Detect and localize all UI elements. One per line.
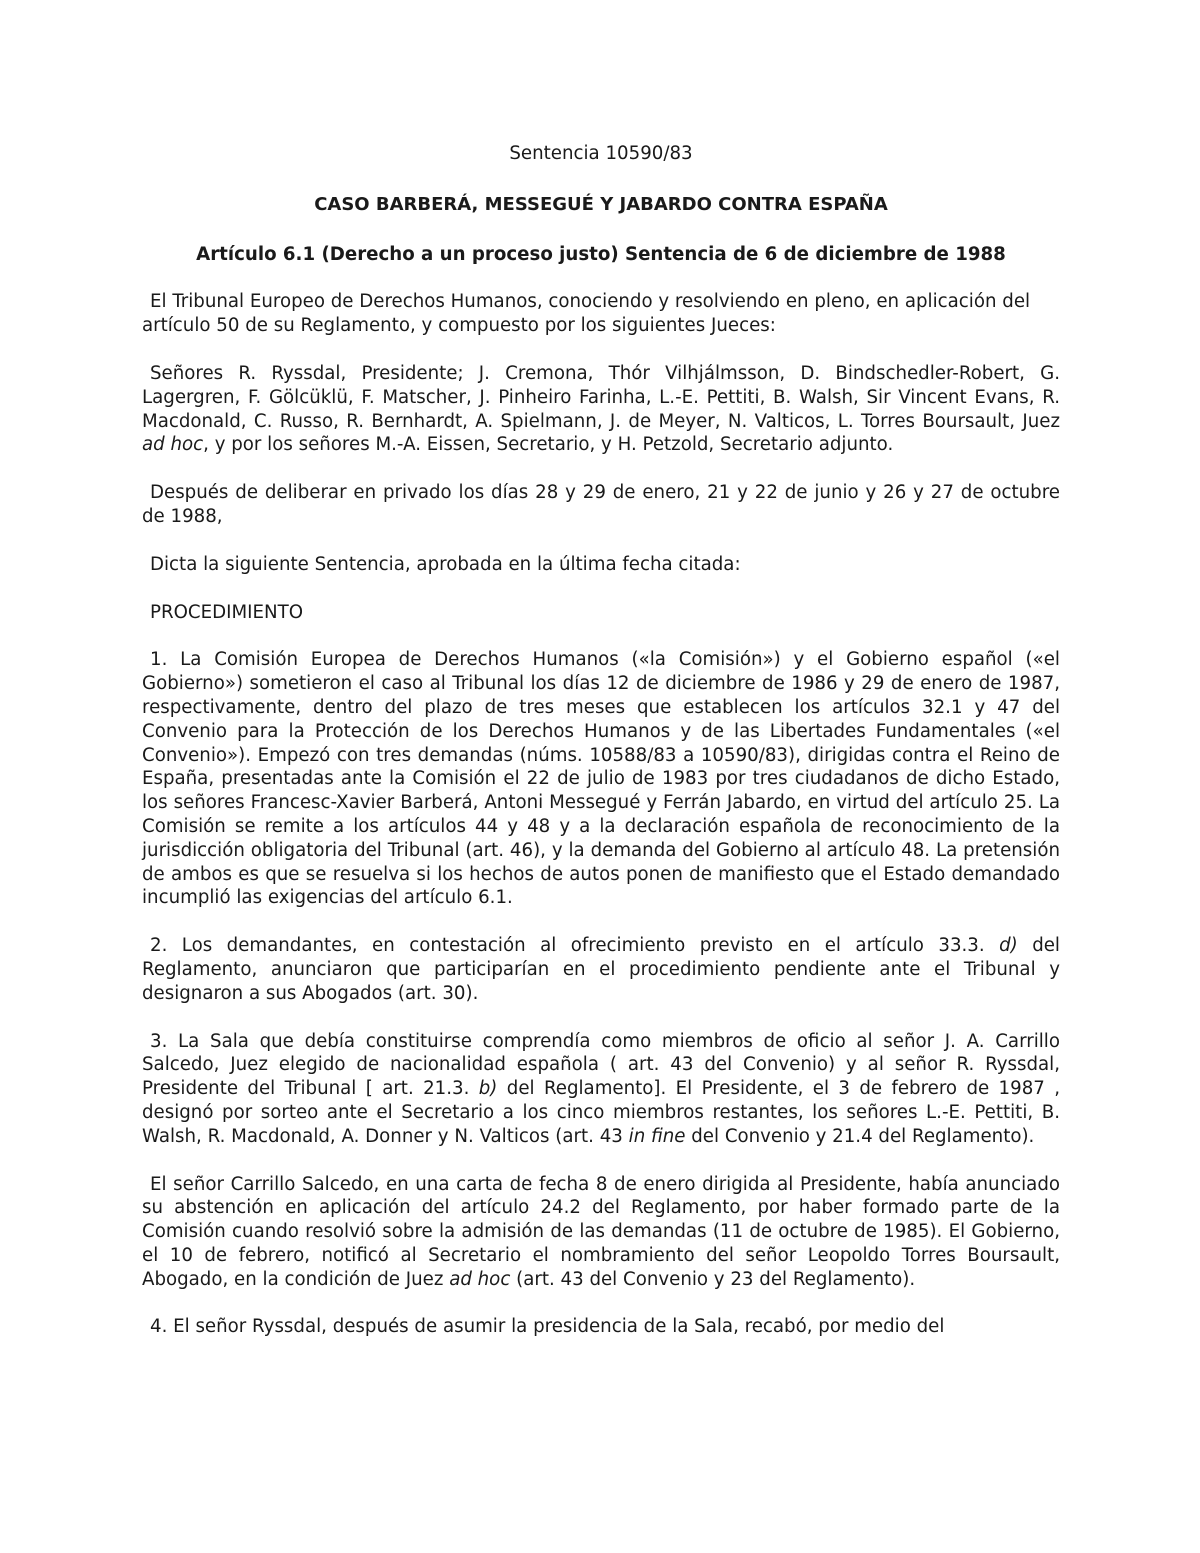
article-title: Artículo 6.1 (Derecho a un proceso justo) Sentencia de 6 de diciembre de 1988 [196,243,1006,265]
paragraph-3b-text-end: (art. 43 del Convenio y 23 del Reglamento). [510,1268,916,1290]
paragraph-2-emphasis: d) [999,935,1018,957]
judges-emphasis: ad hoc [142,434,204,456]
judges-text: Señores R. Ryssdal, Presidente; J. Cremona, Thór Vilhjálmsson, D. Bindschedler-Robert, G. Lagergren, F. Gölcüklü, F. Matscher, J. Pinheiro Farinha, L.-E. Pettiti, B. Walsh, Sir Vincent Evans, R. Macdonald, C. Russo, R. Bernhardt, A. Spielmann, J. de Meyer, N. Valticos, L. Torres Boursault, Juez [142,362,1060,432]
paragraph-3-text-end: del Convenio y 21.4 del Reglamento). [685,1125,1035,1147]
paragraph-1: 1. La Comisión Europea de Derechos Humanos («la Comisión») y el Gobierno español («el Gobierno») sometieron el caso al Tribunal los días 12 de diciembre de 1986 y 29 de enero de 1987, respectivamente, dentro del plazo de tres meses que establecen los artículos 32.1 y 47 del Convenio para la Protección de los Derechos Humanos y de las Libertades Fundamentales («el Convenio»). Empezó con tres demandas (núms. 10588/83 a 10590/83), dirigidas contra el Reino de España, presentadas ante la Comisión el 22 de julio de 1983 por tres ciudadanos de dicho Estado, los señores Francesc-Xavier Barberá, Antoni Messegué y Ferrán Jabardo, en virtud del artículo 25. La Comisión se remite a los artículos 44 y 48 y a la declaración española de reconocimiento de la jurisdicción obligatoria del Tribunal (art. 46), y la demanda del Gobierno al artículo 48. La pretensión de ambos es que se resuelva si los hechos de autos ponen de manifiesto que el Estado demandado incumplió las exigencias del artículo 6.1. [142,649,1060,909]
judges-paragraph [142,362,1060,457]
paragraph-3-text-mid: del Reglamento]. El Presidente, el 3 de febrero de 1987 , designó por sorteo ante el Secretario a los cinco miembros restantes, los señores L.-E. Pettiti, B. Walsh, R. Macdonald, A. Donner y N. Valticos (art. 43 [142,1078,1061,1147]
paragraph-3b [142,1173,1060,1292]
judges-text-end: , y por los señores M.-A. Eissen, Secretario, y H. Petzold, Secretario adjunto. [203,434,894,456]
paragraph-3-emphasis-2: in fine [628,1125,686,1147]
paragraph-3 [142,1030,1060,1149]
paragraph-3b-emphasis: ad hoc [449,1268,511,1290]
paragraph-4: 4. El señor Ryssdal, después de asumir la presidencia de la Sala, recabó, por medio del [150,1316,945,1338]
paragraph-2-text: 2. Los demandantes, en contestación al ofrecimiento previsto en el artículo 33.3. [150,935,1000,957]
dicta-paragraph: Dicta la siguiente Sentencia, aprobada en la última fecha citada: [150,553,741,575]
paragraph-3-text: 3. La Sala que debía constituirse comprendía como miembros de oficio al señor J. A. Carrillo Salcedo, Juez elegido de nacionalidad española ( art. 43 del Convenio) y al señor R. Ryssdal, Presidente del Tribunal [ art. 21.3. [142,1030,1060,1100]
deliberation-paragraph: Después de deliberar en privado los días 28 y 29 de enero, 21 y 22 de junio y 26 y 27 de octubre de 1988, [142,482,1060,527]
document-reference: Sentencia 10590/83 [509,143,693,164]
paragraph-2 [142,934,1060,1005]
section-heading: PROCEDIMIENTO [150,601,304,623]
intro-paragraph: El Tribunal Europeo de Derechos Humanos, conociendo y resolviendo en pleno, en aplicación del artículo 50 de su Reglamento, y compuesto por los siguientes Jueces: [142,291,1031,337]
paragraph-2-text-end: del Reglamento, anunciaron que participarían en el procedimiento pendiente ante el Tribunal y designaron a sus Abogados (art. 30). [142,935,1060,1004]
paragraph-3-emphasis-1: b) [478,1078,498,1100]
document-page [142,142,1060,1363]
paragraph-3b-text: El señor Carrillo Salcedo, en una carta de fecha 8 de enero dirigida al Presidente, había anunciado su abstención en aplicación del artículo 24.2 del Reglamento, por haber formado parte de la Comisión cuando resolvió sobre la admisión de las demandas (11 de octubre de 1985). El Gobierno, el 10 de febrero, notificó al Secretario el nombramiento del señor Leopoldo Torres Boursault, Abogado, en la condición de Juez [142,1173,1060,1290]
case-title: CASO BARBERÁ, MESSEGUÉ Y JABARDO CONTRA ESPAÑA [314,193,888,215]
